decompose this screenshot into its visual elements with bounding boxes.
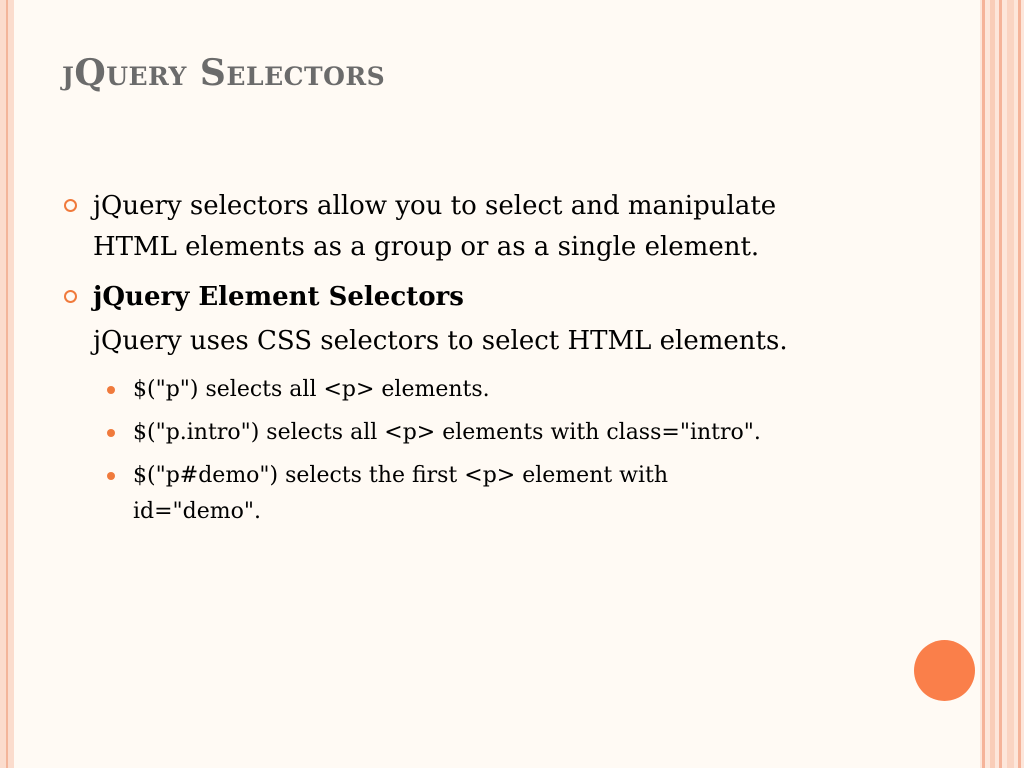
right-decorative-stripes bbox=[980, 0, 1024, 768]
slide-body bbox=[62, 186, 862, 537]
dot-bullet-icon bbox=[107, 386, 115, 394]
stripe bbox=[1018, 0, 1021, 768]
sub-bullet-item bbox=[62, 415, 793, 451]
stripe bbox=[982, 0, 985, 768]
dot-bullet-icon bbox=[107, 429, 115, 437]
stripe bbox=[990, 0, 995, 768]
slide-title: jQuery Selectors bbox=[62, 52, 386, 94]
left-decorative-strip bbox=[0, 0, 14, 768]
sub-bullet-item bbox=[62, 458, 793, 530]
body-paragraph: jQuery uses CSS selectors to select HTML elements. bbox=[93, 326, 788, 356]
bullet-item bbox=[62, 277, 862, 318]
bullet-text: jQuery Element Selectors bbox=[93, 282, 464, 312]
ring-bullet-icon bbox=[64, 290, 77, 303]
stripe bbox=[999, 0, 1002, 768]
sub-bullet-text: $("p") selects all <p> elements. bbox=[133, 377, 490, 402]
sub-bullet-text: $("p.intro") selects all <p> elements with class="intro". bbox=[133, 420, 761, 445]
dot-bullet-icon bbox=[107, 472, 115, 480]
stripe bbox=[1007, 0, 1014, 768]
bullet-item bbox=[62, 186, 862, 268]
decorative-circle bbox=[914, 640, 975, 701]
ring-bullet-icon bbox=[64, 199, 77, 212]
sub-bullet-text: $("p#demo") selects the first <p> element with id="demo". bbox=[133, 463, 669, 524]
bullet-text: jQuery selectors allow you to select and manipulate HTML elements as a group or as a single element. bbox=[93, 191, 777, 262]
sub-bullet-item bbox=[62, 372, 793, 408]
